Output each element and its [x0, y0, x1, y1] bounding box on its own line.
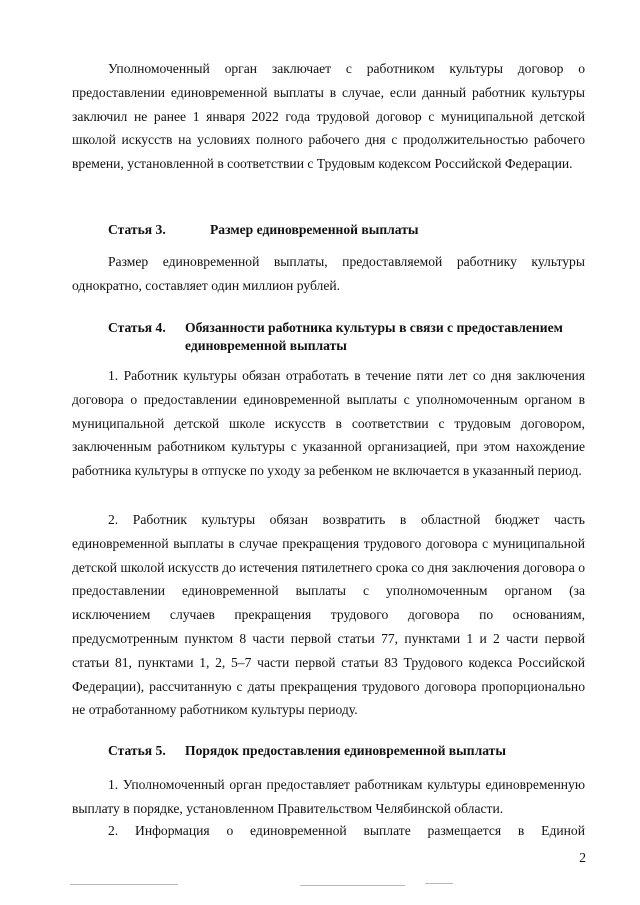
- article-5-number: Статья 5.: [108, 743, 166, 758]
- article-3-heading: [108, 221, 588, 239]
- paragraph-article-5-item-1: 1. Уполномоченный орган предоставляет работникам культуры единовременную выплату в порядке, установленном Правительством Челябинской области.: [72, 777, 585, 816]
- paragraph-intro: Уполномоченный орган заключает с работником культуры договор о предоставлении единовременной выплаты в случае, если данный работник культуры заключил не ранее 1 января 2022 года трудовой договор с муниципальной детской школой искусств на условиях полного рабочего дня с продолжительностью рабочего времени, установленной в соответствии с Трудовым кодексом Российской Федерации.: [72, 61, 585, 172]
- article-5-title: Порядок предоставления единовременной выплаты: [185, 743, 506, 758]
- scan-edge-line: [300, 885, 405, 886]
- paragraph-article-3: Размер единовременной выплаты, предоставляемой работнику культуры однократно, составляет один миллион рублей.: [72, 254, 585, 293]
- page-number: 2: [579, 850, 586, 865]
- article-4-heading: [108, 319, 588, 354]
- scan-edge-line: [425, 883, 453, 884]
- article-4-number: Статья 4.: [108, 320, 166, 335]
- paragraph-article-4-item-1: 1. Работник культуры обязан отработать в течение пяти лет со дня заключения договора о предоставлении единовременной выплаты с уполномоченным органом в муниципальной детской школе искусств в соответствии с трудовым договором, заключенным работником культуры с указанной организацией, при этом нахождение работника культуры в отпуске по уходу за ребенком не включается в указанный период.: [72, 368, 585, 479]
- scan-edge-line: [70, 884, 178, 885]
- paragraph-article-5-item-2: 2. Информация о единовременной выплате размещается в Единой: [108, 823, 585, 838]
- article-4-title: Обязанности работника культуры в связи с предоставлением единовременной выплаты: [185, 320, 563, 353]
- paragraph-article-4-item-2: 2. Работник культуры обязан возвратить в областной бюджет часть единовременной выплаты в случае прекращения трудового договора с муниципальной детской школой искусств до истечения пятилетнего срока со дня заключения договора о предоставлении единовременной выплаты с уполномоченным органом (за исключением случаев прекращения трудового договора по основаниям, предусмотренным пунктом 8 части первой статьи 77, пунктами 1 и 2 части первой статьи 81, пунктами 1, 2, 5–7 части первой статьи 83 Трудового кодекса Российской Федерации), рассчитанную с даты прекращения трудового договора пропорционально не отработанному работником культуры периоду.: [72, 512, 585, 718]
- article-5-heading: [108, 742, 588, 760]
- article-3-number: Статья 3.: [108, 222, 166, 237]
- article-3-title: Размер единовременной выплаты: [210, 222, 419, 237]
